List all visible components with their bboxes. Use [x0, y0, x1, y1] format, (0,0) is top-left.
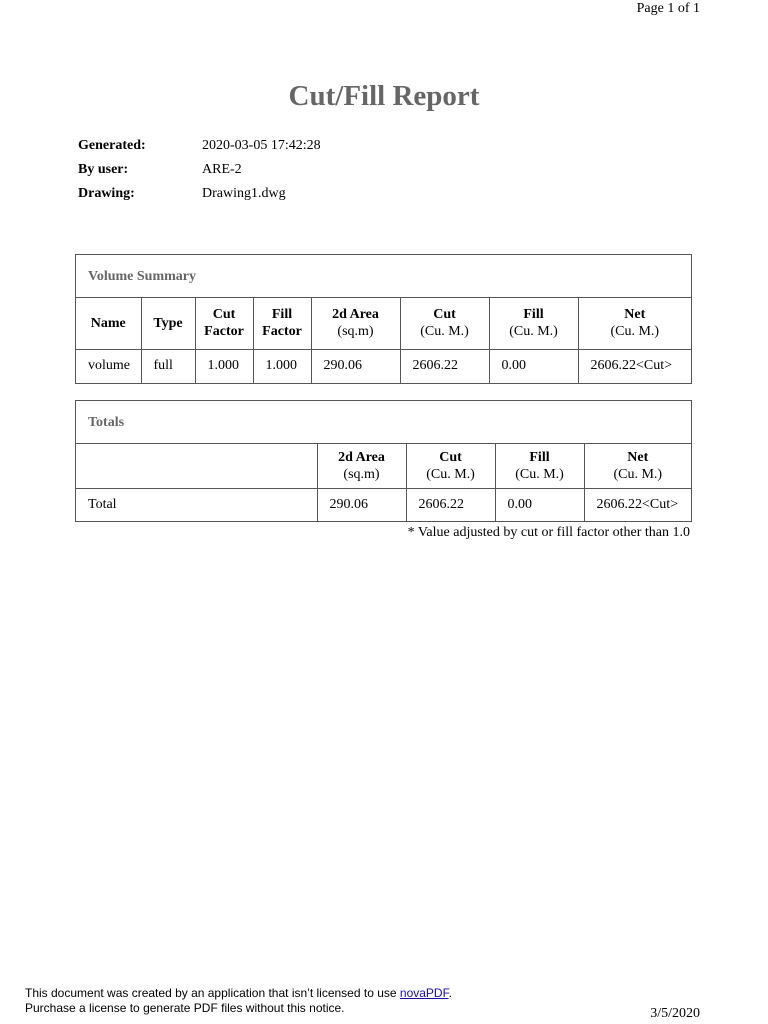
cell-area: 290.06 — [317, 488, 406, 521]
meta-label: By user: — [78, 162, 129, 177]
col-header-cut: Cut (Cu. M.) — [406, 444, 495, 488]
totals-panel — [75, 400, 692, 522]
volume-summary-header-row — [76, 298, 691, 349]
table-row — [76, 488, 691, 521]
license-notice-line1: This document was created by an application that isn’t licensed to use novaPDF. — [25, 986, 452, 1000]
cell-net: 2606.22<Cut> — [578, 349, 691, 383]
totals-table — [76, 444, 691, 521]
volume-summary-panel — [75, 254, 692, 384]
cell-type: full — [141, 349, 195, 383]
col-header-type: Type — [141, 298, 195, 349]
meta-row-user — [78, 160, 321, 184]
cell-fill: 0.00 — [489, 349, 578, 383]
meta-value: ARE-2 — [202, 162, 242, 177]
col-header-fill: Fill (Cu. M.) — [495, 444, 584, 488]
page-number: Page 1 of 1 — [636, 1, 700, 16]
cell-fill: 0.00 — [495, 488, 584, 521]
cell-fill-factor: 1.000 — [253, 349, 311, 383]
meta-value: 2020-03-05 17:42:28 — [202, 138, 321, 153]
volume-summary-table — [76, 298, 691, 383]
col-header-blank — [76, 444, 317, 488]
col-header-net: Net (Cu. M.) — [578, 298, 691, 349]
factor-footnote: * Value adjusted by cut or fill factor other than 1.0 — [407, 525, 690, 540]
footer-date: 3/5/2020 — [650, 1006, 700, 1021]
cell-cut-factor: 1.000 — [195, 349, 253, 383]
meta-value: Drawing1.dwg — [202, 186, 286, 201]
report-meta — [78, 136, 321, 208]
cell-area: 290.06 — [311, 349, 400, 383]
col-header-fill: Fill (Cu. M.) — [489, 298, 578, 349]
totals-title: Totals — [76, 401, 691, 444]
col-header-net: Net (Cu. M.) — [584, 444, 691, 488]
meta-label: Drawing: — [78, 186, 135, 201]
meta-row-drawing — [78, 184, 321, 208]
license-notice-line2: Purchase a license to generate PDF files without this notice. — [25, 1001, 345, 1015]
col-header-area: 2d Area (sq.m) — [311, 298, 400, 349]
license-notice — [25, 986, 452, 1016]
meta-row-generated — [78, 136, 321, 160]
col-header-cut-factor: Cut Factor — [195, 298, 253, 349]
report-title: Cut/Fill Report — [288, 80, 480, 112]
cell-net: 2606.22<Cut> — [584, 488, 691, 521]
cell-total-label: Total — [76, 488, 317, 521]
cell-cut: 2606.22 — [400, 349, 489, 383]
col-header-area: 2d Area (sq.m) — [317, 444, 406, 488]
col-header-cut: Cut (Cu. M.) — [400, 298, 489, 349]
cell-cut: 2606.22 — [406, 488, 495, 521]
totals-header-row — [76, 444, 691, 488]
meta-label: Generated: — [78, 138, 146, 153]
cell-name: volume — [76, 349, 141, 383]
table-row — [76, 349, 691, 383]
volume-summary-title: Volume Summary — [76, 255, 691, 298]
novapdf-link[interactable]: novaPDF — [399, 986, 449, 1000]
col-header-name: Name — [76, 298, 141, 349]
col-header-fill-factor: Fill Factor — [253, 298, 311, 349]
